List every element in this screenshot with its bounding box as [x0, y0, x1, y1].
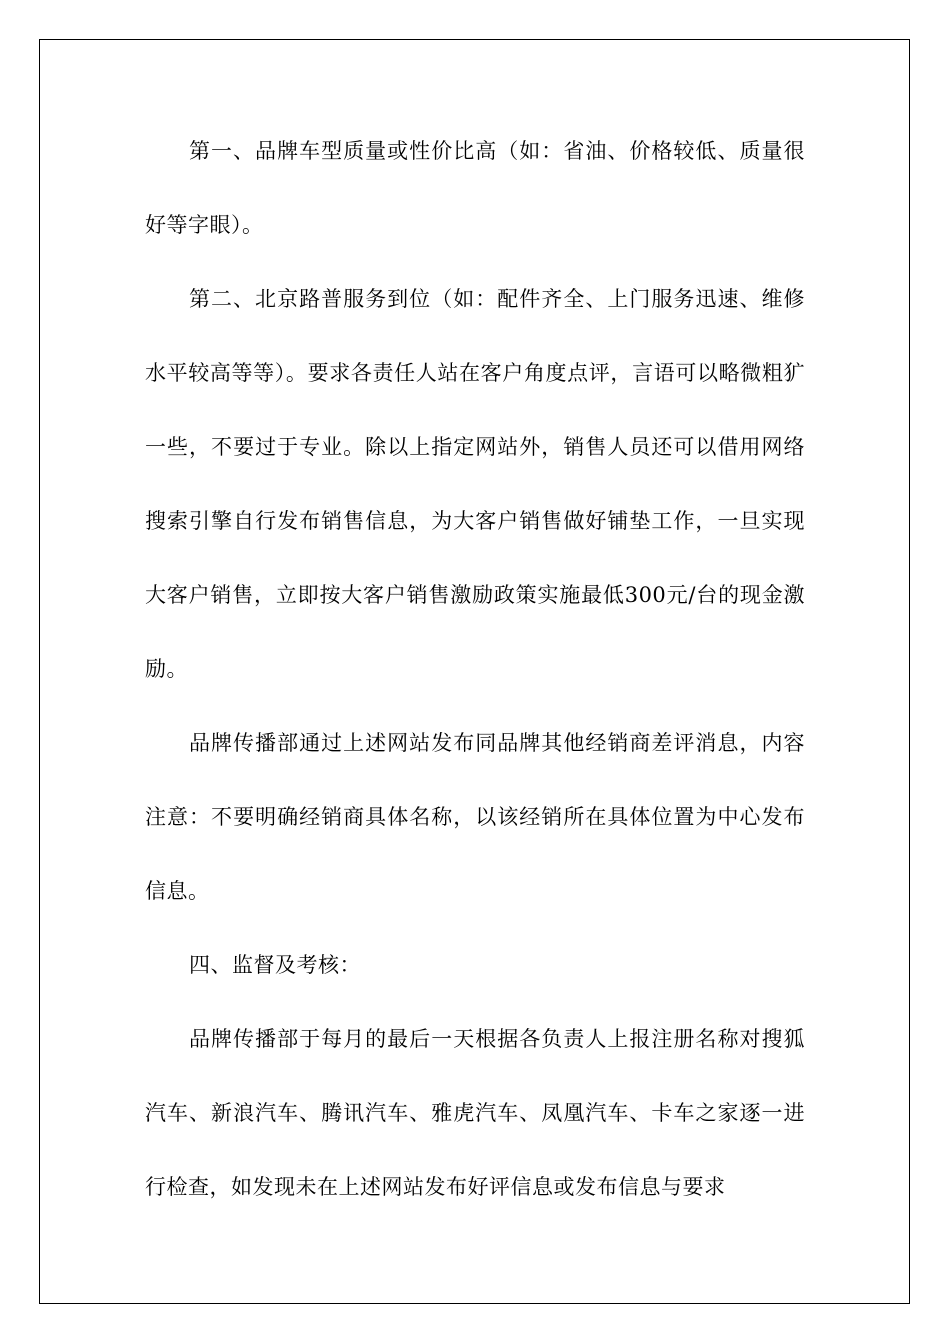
paragraph-service: 第二、北京路普服务到位（如：配件齐全、上门服务迅速、维修水平较高等等）。要求各责任人站在客户角度点评，言语可以略微粗犷一些，不要过于专业。除以上指定网站外，销售人员还可以借用网络搜索引擎自行发布销售信息，为大客户销售做好铺垫工作，一旦实现大客户销售，立即按大客户销售激励政策实施最低300元/台的现金激励。 [145, 287, 805, 681]
paragraph-monthly-check: 品牌传播部于每月的最后一天根据各负责人上报注册名称对搜狐汽车、新浪汽车、腾讯汽车、雅虎汽车、凤凰汽车、卡车之家逐一进行检查，如发现未在上述网站发布好评信息或发布信息与要求 [145, 1027, 805, 1199]
section-heading-supervision: 四、监督及考核： [189, 953, 361, 977]
document-body [145, 114, 805, 1224]
paragraph-brand-quality: 第一、品牌车型质量或性价比高（如：省油、价格较低、质量很好等字眼）。 [145, 139, 805, 237]
paragraph-negative-reviews: 品牌传播部通过上述网站发布同品牌其他经销商差评消息，内容注意：不要明确经销商具体名称，以该经销所在具体位置为中心发布信息。 [145, 731, 805, 903]
